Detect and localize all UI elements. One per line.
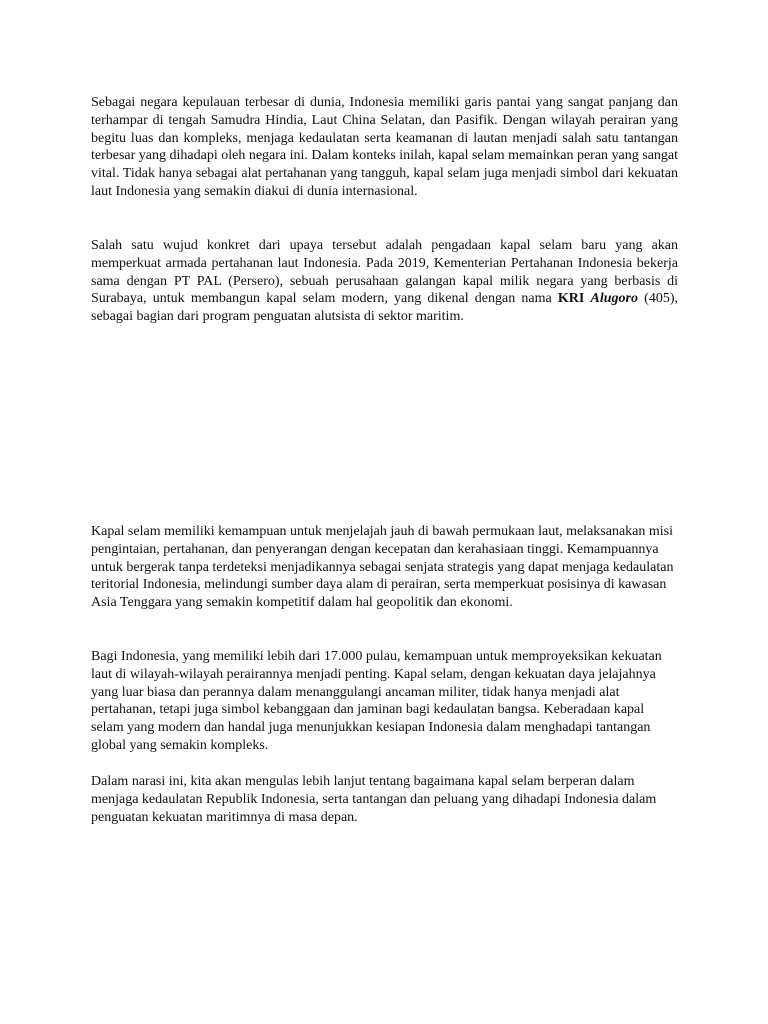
paragraph-capabilities: Kapal selam memiliki kemampuan untuk menjelajah jauh di bawah permukaan laut, melaksanakan misi pengintaian, pertahanan, dan penyerangan dengan kecepatan dan kerahasiaan tinggi. Kemampuannya untuk bergerak tanpa terdeteksi menjadikannya sebagai senjata strategis yang dapat menjaga kedaulatan teritorial Indonesia, melindungi sumber daya alam di perairan, serta memperkuat posisinya di kawasan Asia Tenggara yang semakin kompetitif dalam hal geopolitik dan ekonomi. [91, 524, 674, 611]
ship-prefix: KRI [557, 291, 585, 307]
paragraph-intro: Sebagai negara kepulauan terbesar di dunia, Indonesia memiliki garis pantai yang sangat panjang dan terhampar di tengah Samudra Hindia, Laut China Selatan, dan Pasifik. Dengan wilayah perairan yang begitu luas dan kompleks, menjaga kedaulatan serta keamanan di lautan menjadi salah satu tantangan terbesar yang dihadapi oleh negara ini. Dalam konteks inilah, kapal selam memainkan peran yang sangat vital. Tidak hanya sebagai alat pertahanan yang tangguh, kapal selam juga menjadi simbol dari kekuatan laut Indonesia yang semakin diakui di dunia internasional. [91, 95, 679, 199]
ship-name: Alugoro [590, 291, 638, 307]
paragraph-islands: Bagi Indonesia, yang memiliki lebih dari 17.000 pulau, kemampuan untuk memproyeksikan kekuatan laut di wilayah-wilayah perairannya menjadi penting. Kapal selam, dengan kekuatan daya jelajahnya yang luar biasa dan perannya dalam menanggulangi ancaman militer, tidak hanya menjadi alat pertahanan, tetapi juga simbol kebanggaan dan jaminan bagi kedaulatan bangsa. Keberadaan kapal selam yang modern dan handal juga menunjukkan kesiapan Indonesia dalam menghadapi tantangan global yang semakin kompleks. [91, 649, 662, 753]
paragraph-submarine-procurement [91, 237, 678, 326]
paragraph-conclusion: Dalam narasi ini, kita akan mengulas lebih lanjut tentang bagaimana kapal selam berperan dalam menjaga kedaulatan Republik Indonesia, serta tantangan dan peluang yang dihadapi Indonesia dalam penguatan kekuatan maritimnya di masa depan. [91, 774, 657, 825]
paragraph-text: Salah satu wujud konkret dari upaya tersebut adalah pengadaan kapal selam baru yang akan memperkuat armada pertahanan laut Indonesia. Pada 2019, Kementerian Pertahanan Indonesia bekerja sama dengan PT PAL (Persero), sebuah perusahaan galangan kapal milik negara yang berbasis di Surabaya, untuk membangun kapal selam modern, yang dikenal dengan nama [91, 238, 678, 307]
paragraph-text: (405), sebagai bagian dari program penguatan alutsista di sektor maritim. [91, 291, 679, 325]
